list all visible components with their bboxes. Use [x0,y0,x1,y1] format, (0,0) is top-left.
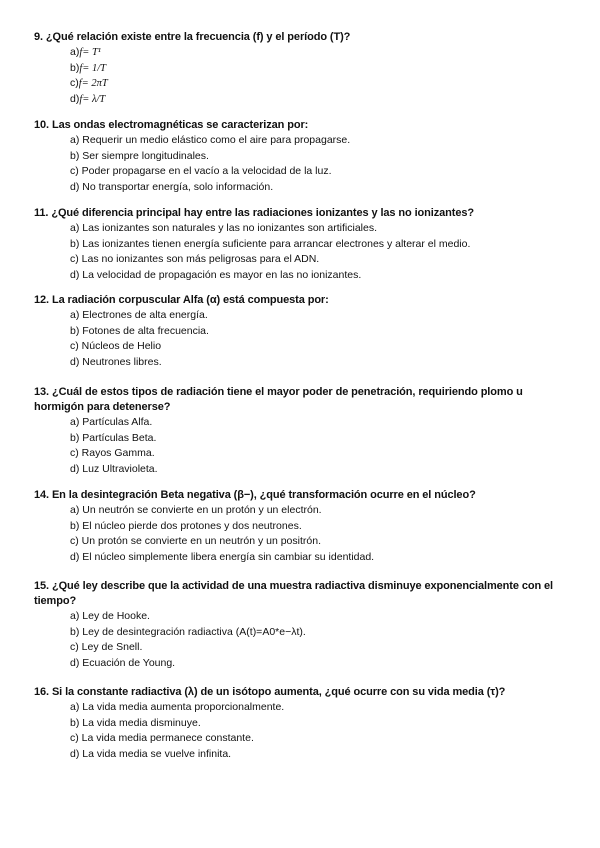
option-text: f= λ/T [79,93,106,105]
option-text: La vida media aumenta proporcionalmente. [82,701,285,713]
option-letter: d) [70,550,80,563]
option-b [34,149,564,165]
option-letter: d) [70,92,80,105]
option-letter: a) [70,416,80,428]
option-text: La vida media disminuye. [82,716,201,729]
question-15 [34,579,564,671]
options-list [34,415,564,477]
question-16 [34,685,564,762]
option-a [34,700,564,716]
option-a [34,503,564,519]
question-9 [34,30,564,107]
option-c [34,446,564,462]
option-c [34,534,564,550]
option-b [34,237,564,253]
option-c [34,731,564,747]
question-11 [34,206,564,283]
option-letter: c) [70,535,79,547]
option-a [34,133,564,149]
option-letter: a) [70,134,80,146]
option-text: Ser siempre longitudinales. [82,149,209,162]
option-letter: b) [70,519,80,532]
option-letter: d) [70,462,80,475]
option-text: Requerir un medio elástico como el aire para propagarse. [82,134,351,146]
option-letter: d) [70,656,80,669]
option-text: No transportar energía, solo información. [82,180,274,193]
option-letter: a) [70,309,80,321]
question-text: 16. Si la constante radiactiva (λ) de un isótopo aumenta, ¿qué ocurre con su vida media (τ)? [34,686,506,698]
option-d [34,268,564,284]
option-b [34,61,564,77]
question-13 [34,385,564,477]
option-letter: d) [70,355,80,368]
option-letter: d) [70,180,80,193]
question-text: 13. ¿Cuál de estos tipos de radiación tiene el mayor poder de penetración, requiriendo plomo u hormigón para detenerse? [34,386,523,413]
option-text: El núcleo simplemente libera energía sin cambiar su identidad. [82,550,375,563]
option-letter: b) [70,149,80,162]
option-text: Las ionizantes son naturales y las no ionizantes son artificiales. [82,222,378,234]
option-d [34,747,564,763]
option-a [34,308,564,324]
option-text: Ley de desintegración radiactiva (A(t)=A0*e−λt). [82,625,306,638]
option-letter: b) [70,237,80,250]
option-letter: c) [70,447,79,459]
options-list [34,133,564,195]
option-text: Ecuación de Young. [82,656,176,669]
option-letter: b) [70,324,80,337]
option-text: Un neutrón se convierte en un protón y un electrón. [82,504,322,516]
option-text: Ley de Snell. [81,641,143,653]
option-b [34,324,564,340]
option-text: La velocidad de propagación es mayor en las no ionizantes. [82,268,362,281]
option-letter: d) [70,747,80,760]
option-b [34,716,564,732]
option-c [34,76,564,92]
option-d [34,462,564,478]
option-d [34,180,564,196]
option-text: Partículas Alfa. [82,416,153,428]
option-letter: b) [70,716,80,729]
option-text: Las ionizantes tienen energía suficiente para arrancar electrones y alterar el medio. [82,237,471,250]
option-letter: a) [70,701,80,713]
option-b [34,625,564,641]
option-letter: a) [70,222,80,234]
options-list [34,45,564,107]
option-text: Las no ionizantes son más peligrosas para el ADN. [81,253,320,265]
option-c [34,339,564,355]
option-b [34,519,564,535]
option-letter: c) [70,340,79,352]
option-text: Neutrones libres. [82,355,162,368]
option-a [34,45,564,61]
option-letter: c) [70,253,79,265]
question-14 [34,488,564,565]
options-list [34,221,564,283]
question-text: 9. ¿Qué relación existe entre la frecuencia (f) y el período (T)? [34,31,351,43]
option-letter: c) [70,77,79,89]
question-text: 15. ¿Qué ley describe que la actividad de una muestra radiactiva disminuye exponencialmente con el tiempo? [34,580,554,607]
option-text: f= 1/T [79,62,106,74]
option-text: f= T¹ [79,47,101,58]
question-12 [34,293,564,370]
option-text: El núcleo pierde dos protones y dos neutrones. [82,519,302,532]
option-text: f= 2πT [78,78,108,89]
option-b [34,431,564,447]
question-10 [34,118,564,195]
option-letter: a) [70,610,80,622]
option-c [34,164,564,180]
option-letter: d) [70,268,80,281]
option-letter: b) [70,431,80,444]
option-d [34,355,564,371]
question-text: 11. ¿Qué diferencia principal hay entre las radiaciones ionizantes y las no ionizantes? [34,207,475,219]
option-text: Fotones de alta frecuencia. [82,324,209,337]
options-list [34,503,564,565]
option-d [34,92,564,108]
option-text: Rayos Gamma. [81,447,155,459]
option-text: Ley de Hooke. [82,610,150,622]
option-d [34,550,564,566]
option-a [34,221,564,237]
option-c [34,640,564,656]
option-text: Núcleos de Helio [81,340,162,352]
options-list [34,308,564,370]
option-text: La vida media se vuelve infinita. [82,747,232,760]
option-letter: a) [70,504,80,516]
option-text: Poder propagarse en el vacío a la velocidad de la luz. [81,165,332,177]
question-text: 14. En la desintegración Beta negativa (β−), ¿qué transformación ocurre en el núcleo? [34,489,476,501]
option-text: Luz Ultravioleta. [82,462,158,475]
option-text: Electrones de alta energía. [82,309,208,321]
question-text: 10. Las ondas electromagnéticas se caracterizan por: [34,119,309,131]
option-letter: b) [70,61,80,74]
option-letter: c) [70,165,79,177]
options-list [34,609,564,671]
option-a [34,609,564,625]
option-letter: c) [70,641,79,653]
question-text: 12. La radiación corpuscular Alfa (α) está compuesta por: [34,294,329,306]
option-letter: b) [70,625,80,638]
option-text: La vida media permanece constante. [81,732,254,744]
option-a [34,415,564,431]
option-d [34,656,564,672]
option-letter: a) [70,46,80,58]
options-list [34,700,564,762]
option-text: Un protón se convierte en un neutrón y un positrón. [81,535,321,547]
option-text: Partículas Beta. [82,431,157,444]
option-letter: c) [70,732,79,744]
option-c [34,252,564,268]
